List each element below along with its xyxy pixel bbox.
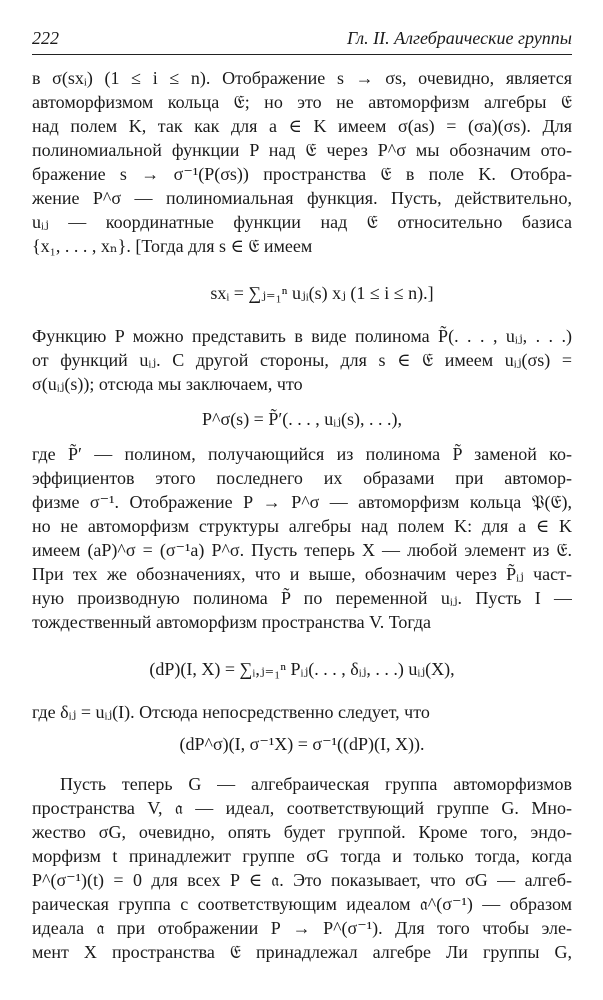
text-line: идеала 𝔞 при отображении P → P^(σ⁻¹). Для того чтобы эле-	[32, 918, 572, 938]
text-line: бражение s → σ⁻¹(P(σs)) пространства 𝔈 в поле K. Отобра-	[32, 164, 572, 184]
text-line: полиномиальной функции P над 𝔈 через P^σ мы обозначим ото-	[32, 140, 572, 160]
running-header	[32, 20, 572, 55]
text-line: При тех же обозначениях, что и выше, обозначим через P̃ᵢⱼ част-	[32, 564, 572, 584]
text-line: в σ(sxᵢ) (1 ≤ i ≤ n). Отображение s → σs, очевидно, является	[32, 68, 572, 88]
text-line: жество σG, очевидно, опять будет группой. Кроме того, эндо-	[32, 822, 572, 842]
display-equation-4: (dP^σ)(I, σ⁻¹X) = σ⁻¹((dP)(I, X)).	[179, 734, 425, 754]
text-line: мент X пространства 𝔈 принадлежал алгебре Ли группы G,	[32, 942, 572, 962]
text-line: σ(uᵢⱼ(s)); отсюда мы заключаем, что	[32, 374, 303, 394]
text-line: имеем (aP)^σ = (σ⁻¹a) P^σ. Пусть теперь X — любой элемент из 𝔈.	[32, 540, 572, 560]
display-equation-1: sxᵢ = ∑ⱼ₌₁ⁿ uⱼᵢ(s) xⱼ (1 ≤ i ≤ n).]	[210, 283, 434, 303]
text-line: эффициентов этого последнего их образами при автомор-	[32, 468, 572, 488]
display-equation-3: (dP)(I, X) = ∑ᵢ,ⱼ₌₁ⁿ Pᵢⱼ(. . . , δᵢⱼ, . . .) uᵢⱼ(X),	[149, 659, 455, 679]
text-line: тождественный автоморфизм пространства V. Тогда	[32, 612, 432, 632]
paragraph-3	[32, 442, 572, 634]
text-line: жение P^σ — полиномиальная функция. Пусть, действительно,	[32, 188, 572, 208]
text-line: морфизм t принадлежит группе σG тогда и только тогда, когда	[32, 846, 572, 866]
text-line: раическая группа с соответствующим идеалом 𝔞^(σ⁻¹) — образом	[32, 894, 572, 914]
text-line: пространства V, 𝔞 — идеал, соответствующий группе G. Мно-	[32, 798, 572, 818]
display-equation-2: P^σ(s) = P̃′(. . . , uᵢⱼ(s), . . .),	[202, 409, 402, 429]
text-line: от функций uᵢⱼ. С другой стороны, для s ∈ 𝔈 имеем uᵢⱼ(σs) =	[32, 350, 572, 370]
text-line: автоморфизмом кольца 𝔈; но это не автоморфизм алгебры 𝔈	[32, 92, 572, 112]
text-line: Функцию P можно представить в виде полинома P̃(. . . , uᵢⱼ, . . .)	[32, 326, 572, 346]
text-line: uᵢⱼ — координатные функции над 𝔈 относительно базиса	[32, 212, 572, 232]
page-number: 222	[32, 28, 59, 48]
text-line: где δᵢⱼ = uᵢⱼ(I). Отсюда непосредственно следует, что	[32, 702, 430, 722]
text-line: но не автоморфизм структуры алгебры над полем K: для a ∈ K	[32, 516, 572, 536]
text-line: Пусть теперь G — алгебраическая группа автоморфизмов	[60, 774, 572, 794]
paragraph-1	[32, 66, 572, 258]
text-line: {x₁, . . . , xₙ}. [Тогда для s ∈ 𝔈 имеем	[32, 236, 313, 256]
text-line: над полем K, так как для a ∈ K имеем σ(as) = (σa)(σs). Для	[32, 116, 572, 136]
paragraph-2	[32, 324, 572, 396]
text-line: физме σ⁻¹. Отображение P → P^σ — автоморфизм кольца 𝔓(𝔈),	[32, 492, 572, 512]
text-line: где P̃′ — полином, получающийся из полинома P̃ заменой ко-	[32, 444, 572, 464]
page-body	[32, 66, 572, 964]
text-line: P^(σ⁻¹)(t) = 0 для всех P ∈ 𝔞. Это показывает, что σG — алгеб-	[32, 870, 572, 890]
paragraph-4	[32, 700, 572, 724]
running-title: Гл. II. Алгебраические группы	[347, 28, 572, 48]
paragraph-5	[32, 772, 572, 964]
text-line: ную производную полинома P̃ по переменной uᵢⱼ. Пусть I —	[32, 588, 572, 608]
